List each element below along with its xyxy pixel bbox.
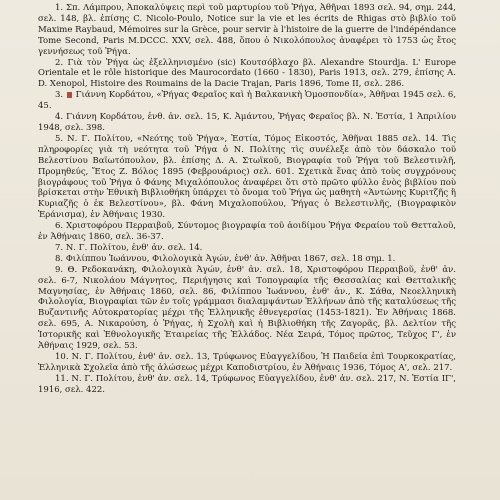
- footnote-text: Γιὰ τὸν Ῥήγα ὡς ἐξελληνισμένο (sic) Κουτσόβλαχο βλ. Alexandre Stourdja. L' Europe Orientale et le rôle historique des Maurocordato (1660 - 1830), Paris 1913, σελ. 279, ἐπίσης A. D. Xenopol, Histoire des Roumains de la Dacie Trajan, Paris 1896, Tome II, σελ. 286.: [38, 57, 456, 90]
- footnote-text: Ν. Γ. Πολίτου, ἐνθ' ἀν. σελ. 14.: [65, 242, 203, 253]
- footnote-text: Γιάννη Κορδάτου, ἐνθ. ἀν. σελ. 15, Κ. Ἀμάντου, Ῥήγας Φεραῖος βλ. Ν. Ἑστία, 1 Ἀπριλίου 1948, σελ. 398.: [38, 112, 456, 133]
- footnote-1: [38, 3, 456, 58]
- footnote-number: 8.: [55, 253, 64, 264]
- footnote-number: 11.: [55, 373, 69, 384]
- footnote-3: [38, 90, 456, 112]
- footnote-number: 9.: [55, 264, 64, 275]
- footnote-6: [38, 221, 456, 243]
- footnote-number: 7.: [55, 242, 64, 253]
- footnote-9: [38, 265, 456, 352]
- footnotes-list: [38, 3, 456, 396]
- footnote-4: [38, 112, 456, 134]
- footnote-text: Θ. Ρεδοκανάκη, Φιλολογικὰ Ἀγών, ἐνθ' ἀν. σελ. 18, Χριστοφόρου Περραιβοῦ, ἐνθ' ἀν. σελ. 6-7, Νικολάου Μάγνητος, Περιήγησις καὶ Τοπογραφία τῆς Θεσσαλίας καὶ Θετταλικῆς Μαγνησίας, ἐν Ἀθήναις 1860, σελ. 86, Φιλίππου Ἰωάννου, ἐνθ' ἀν., Κ. Σάθα, Νεοελληνικὴ Φιλολογία, Βιογραφίαι τῶν ἐν τοῖς γράμμασι διαλαμψάντων Ἑλλήνων ἀπὸ τῆς καταλύσεως τῆς Βυζαντινῆς Αὐτοκρατορίας μέχρι τῆς Ἑλληνικῆς ἐθνεγερσίας (1453-1821). Ἐν Ἀθήναις 1868. σελ. 695, Α. Νικαρούση, ὁ Ῥήγας, ἡ Σχολὴ καὶ ἡ Βιβλιοθήκη τῆς Ζαγορᾶς, βλ. Δελτίον τῆς Ἱστορικῆς καὶ Ἐθνολογικῆς Ἑταιρείας τῆς Ἑλλάδος. Νέα Σειρά, Τόμος πρῶτος, Τεῦχος Γ', ἐν Ἀθήναις 1929, σελ. 53.: [38, 264, 456, 352]
- footnote-number: 4.: [55, 112, 64, 123]
- footnote-10: [38, 352, 456, 374]
- footnote-text: Χριστοφόρου Περραιβοῦ, Σύντομος βιογραφία τοῦ ἀοιδίμου Ῥήγα Φεραίου τοῦ Θετταλοῦ, ἐν Ἀθήναις 1860, σελ. 36-37.: [38, 221, 456, 243]
- footnote-text: Ν. Γ. Πολίτου, ἐνθ' ἀν. σελ. 13, Τρύφωνος Εὐαγγελίδου, Ἡ Παιδεία ἐπὶ Τουρκοκρατίας, Ἑλληνικὰ Σχολεῖα ἀπὸ τῆς ἁλώσεως μέχρι Καποδιστρίου, ἐν Ἀθήναις 1936, Τόμος Α', σελ. 217.: [38, 352, 456, 373]
- footnote-number: 1.: [55, 3, 64, 13]
- footnote-5: [38, 134, 456, 221]
- footnote-number: 5.: [55, 133, 64, 144]
- footnote-number: 6.: [55, 221, 64, 232]
- footnote-8: [38, 254, 456, 265]
- footnote-text: Ν. Γ. Πολίτου, ἐνθ' ἀν. σελ. 14, Τρύφωνος Εὐαγγελίδου, ἐνθ' ἀν. σελ. 217, Ν. Ἑστία ΙΓ', 1916, σελ. 422.: [38, 373, 456, 395]
- footnote-number: 10.: [55, 352, 69, 362]
- footnote-text: Ν. Γ. Πολίτου, «Νεότης τοῦ Ῥήγα», Ἑστία, Τόμος Εἰκοστός, Ἀθῆναι 1885 σελ. 14. Τὶς πληροφορίες γιὰ τὴ νεότητα τοῦ Ῥήγα ὁ Ν. Πολίτης τὶς συνέλεξε ἀπὸ τὸν δάσκαλο τοῦ Βελεστίνου Βαϊωτόπουλον, βλ. ἐπίσης Δ. Α. Στωϊκοῦ, Βιογραφία τοῦ Ῥήγα τοῦ Βελεστινλῆ, Προμηθεύς, Ἔτος Ζ. Βόλος 1895 (Φεβρουάριος) σελ. 601. Σχετικὰ ἕνας ἀπὸ τοὺς συγχρόνους βιογράφους τοῦ Ῥήγα ὁ Φάνης Μιχαλόπουλος ἀναφέρει ὅτι στὸ πρῶτο φύλλο ἑνὸς βιβλίου ποὺ βρίσκεται στὴν Ἐθνικὴ Βιβλιοθήκη ὑπάρχει τὸ ὄνομα τοῦ Ῥήγα ὡς μαθητὴ «Ἀντώνης Κυριτζῆς ἢ Κυριαζῆς ὁ ἐκ Βελεστίνου», βλ. Φάνη Μιχαλοπούλου, Ῥήγας ὁ Βελεστινλῆς, (Βιογραφικὸν Ἐράνισμα), ἐν Ἀθήναις 1930.: [38, 133, 456, 221]
- footnote-2: [38, 58, 456, 91]
- footnote-7: [38, 243, 456, 254]
- footnote-text: Σπ. Λάμπρου, Ἀποκαλύψεις περὶ τοῦ μαρτυρίου τοῦ Ῥήγα, Ἀθῆναι 1893 σελ. 94, σημ. 244, σελ. 148, βλ. ἐπίσης C. Nicolo-Poulo, Notice sur la vie et les écrits de Rhigas στὸ βιβλίο τοῦ Maxime Raybaud, Mémoires sur la Grèce, pour servir à l'histoire de la guerre de l'indépéndance Tome Second, Paris M.DCCC. XXV, σελ. 488, ὅπου ὁ Νικολόπουλος ἀναφέρει τὸ 1753 ὡς ἔτος γεννήσεως τοῦ Ῥήγα.: [38, 3, 456, 57]
- footnote-number: 2.: [55, 57, 64, 68]
- footnote-text: Γιάννη Κορδάτου, «Ῥήγας Φεραῖος καὶ ἡ Βαλκανικὴ Ὁμοσπονδία», Ἀθῆναι 1945 σελ. 6, 45.: [38, 90, 457, 112]
- footnote-11: [38, 374, 456, 396]
- footnote-text: Φιλίππου Ἰωάννου, Φιλολογικὰ Ἀγών, ἐνθ' ἀν. Ἀθῆναι 1867, σελ. 18 σημ. 1.: [65, 253, 396, 264]
- footnote-number: 3.: [55, 90, 64, 101]
- ink-mark-icon: [67, 92, 72, 98]
